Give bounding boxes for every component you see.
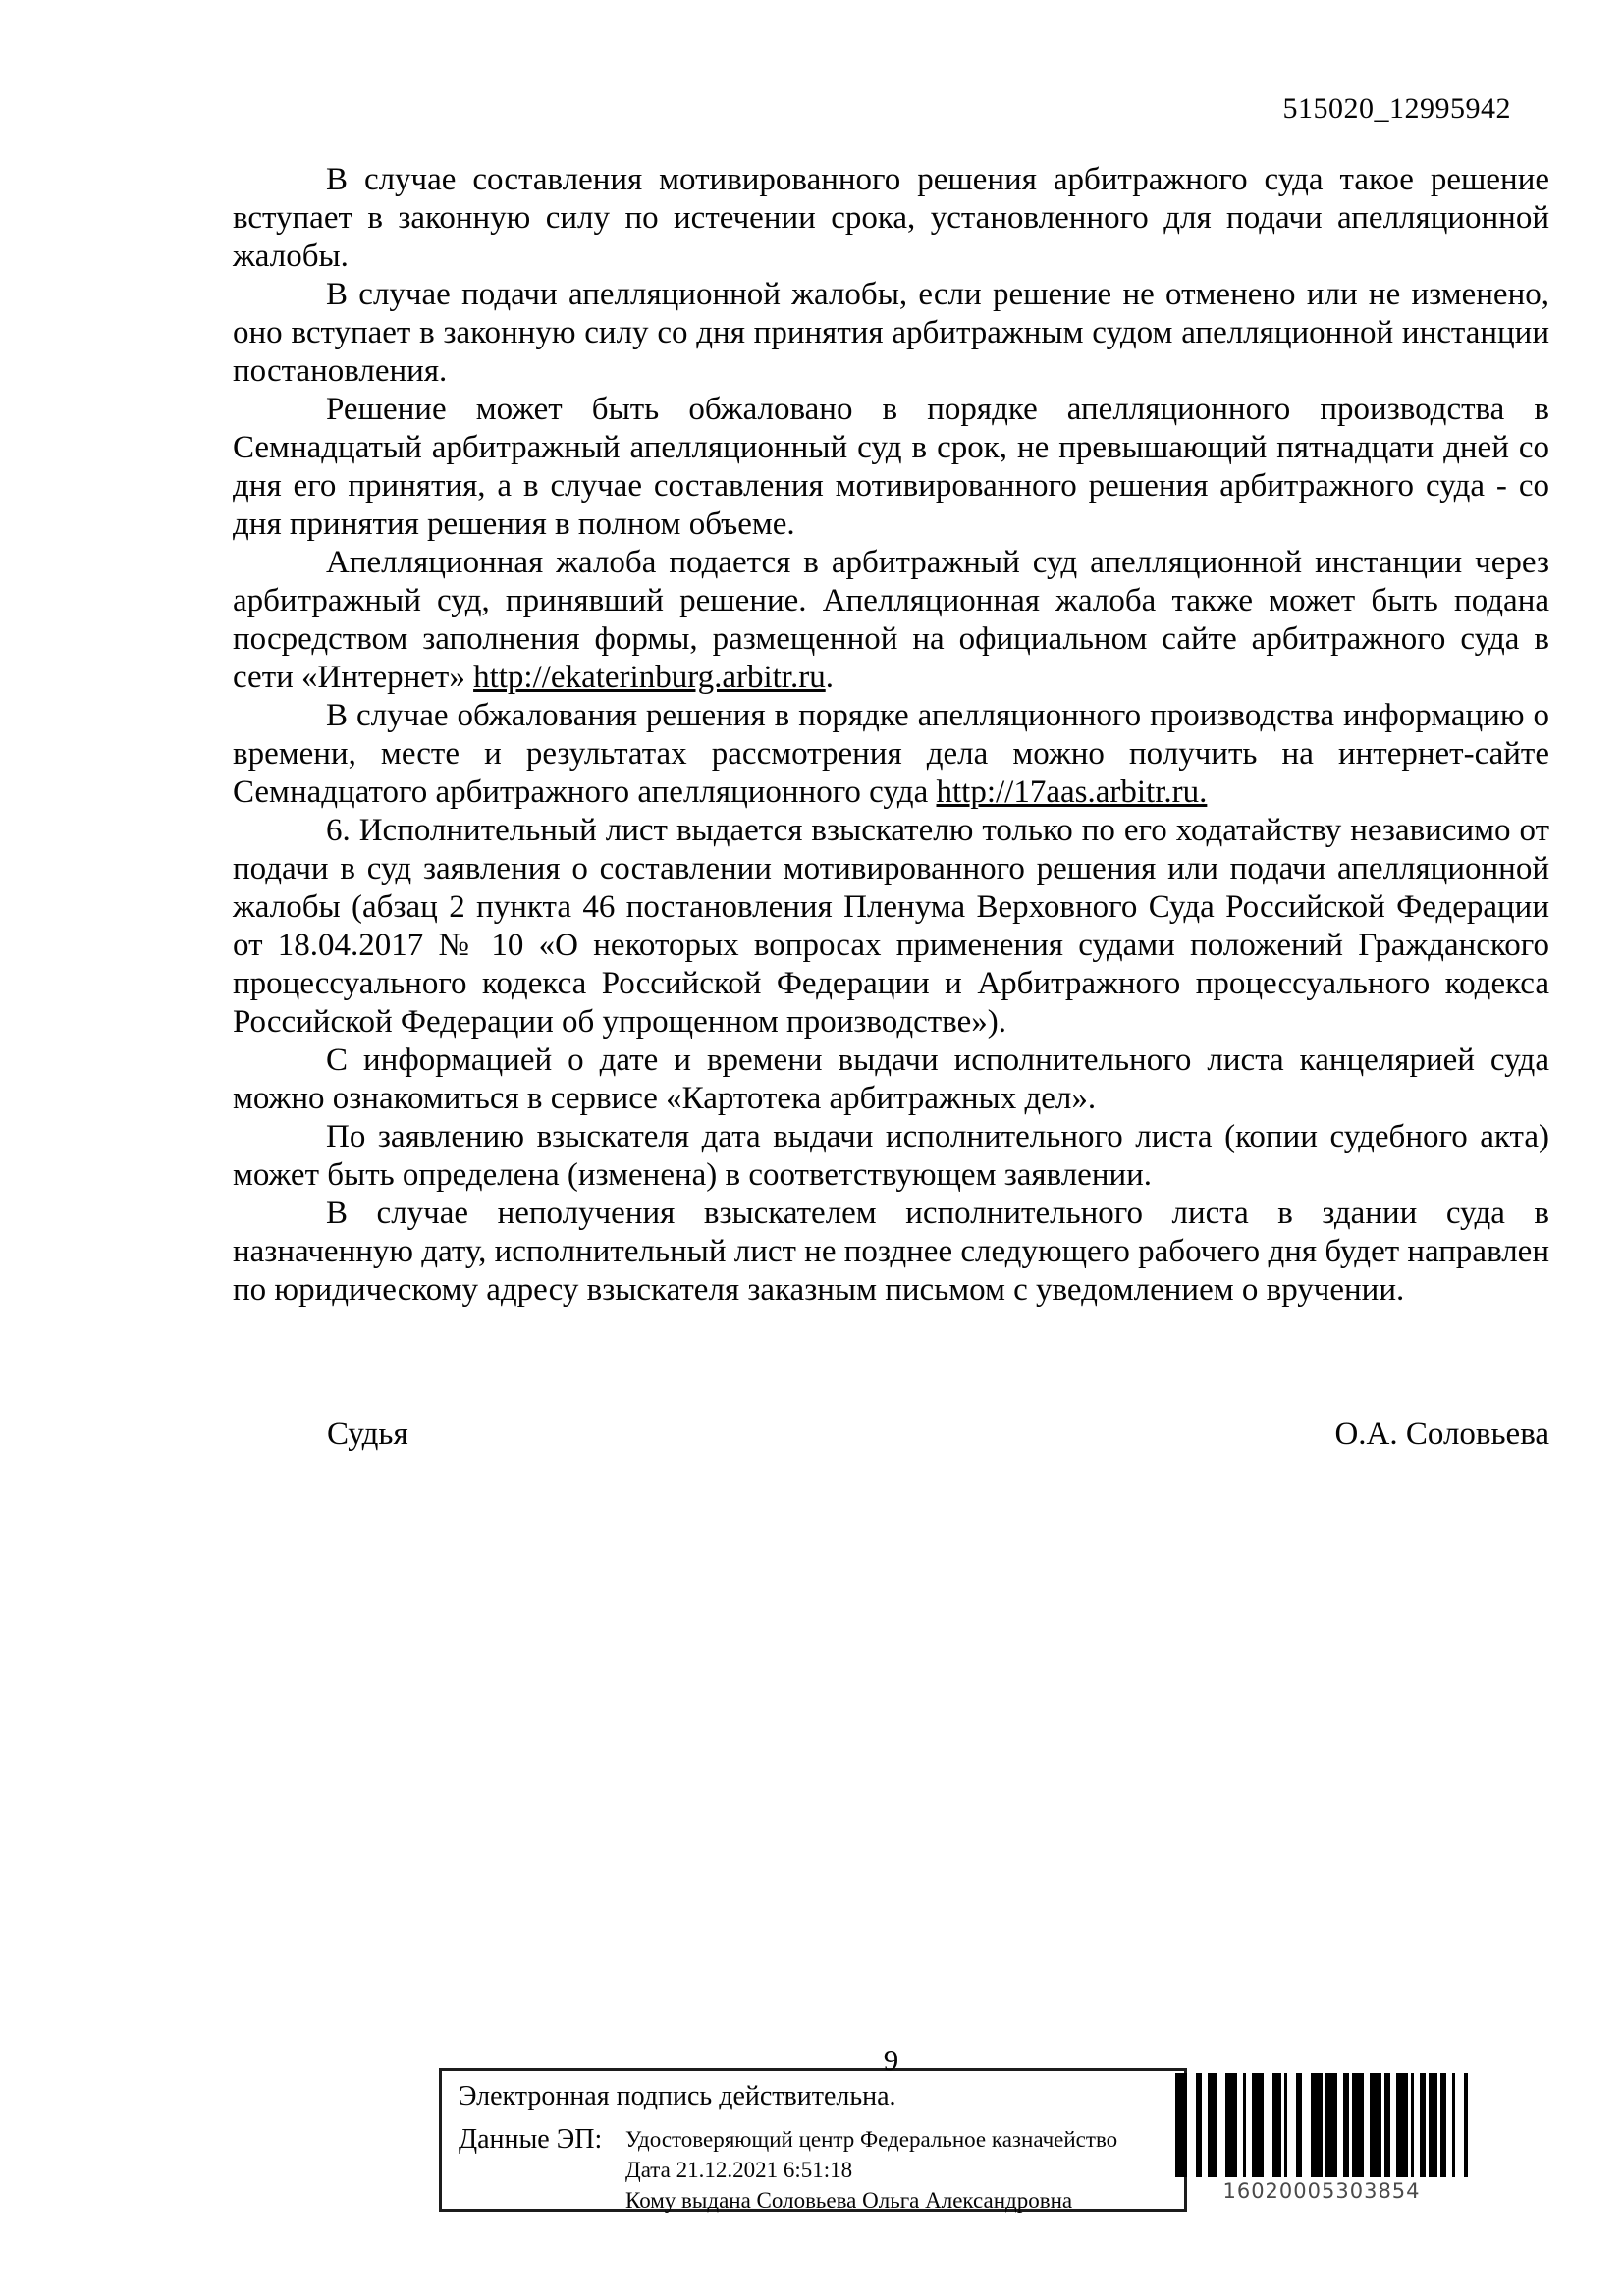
stamp-certifying-center: Удостоверяющий центр Федеральное казначейство [625, 2127, 1118, 2152]
barcode-number: 16020005303854 [1222, 2179, 1421, 2203]
stamp-issued-to: Кому выдана Соловьева Ольга Александровна [625, 2188, 1073, 2213]
paragraph [233, 1195, 1549, 1309]
paragraph [233, 391, 1549, 544]
paragraph [233, 161, 1549, 276]
paragraph [233, 697, 1549, 812]
paragraph [233, 276, 1549, 391]
doc-number: 515020_12995942 [1282, 92, 1511, 125]
paragraph [233, 1118, 1549, 1195]
paragraph [233, 1041, 1549, 1118]
electronic-signature-stamp [439, 2068, 1187, 2212]
paragraph-text: 6. Исполнительный лист выдается взыскателю только по его ходатайству независимо от подачи в суд заявления о составлении мотивированного решения или подачи апелляционной жалобы (абзац 2 пункта 46 постановления Пленума Верховного Суда Российской Федерации от 18.04.2017 № 10 «О некоторых вопросах применения судами положений Гражданского процессуального кодекса Российской Федерации и Арбитражного процессуального кодекса Российской Федерации об упрощенном производстве»). [233, 813, 1549, 1040]
stamp-valid-text: Электронная подпись действительна. [459, 2081, 896, 2111]
paragraph-text: В случае подачи апелляционной жалобы, если решение не отменено или не изменено, оно вступает в законную силу со дня принятия арбитражным судом апелляционной инстанции постановления. [233, 277, 1549, 389]
paragraph-text: Решение может быть обжаловано в порядке апелляционного производства в Семнадцатый арбитражный апелляционный суд в срок, не превышающий пятнадцати дней со дня его принятия, а в случае составления мотивированного решения арбитражного суда - со дня принятия решения в полном объеме. [233, 392, 1549, 542]
paragraph [233, 812, 1549, 1041]
paragraph [233, 544, 1549, 697]
stamp-label: Данные ЭП: [459, 2124, 603, 2155]
judge-name: О.А. Соловьева [1334, 1416, 1549, 1452]
signature-row [233, 1416, 1549, 1453]
body-text [233, 161, 1549, 1309]
paragraph-text: С информацией о дате и времени выдачи исполнительного листа канцелярией суда можно ознакомиться в сервисе «Картотека арбитражных дел». [233, 1042, 1549, 1116]
stamp-values [625, 2124, 1117, 2216]
paragraph-text: В случае неполучения взыскателем исполнительного листа в здании суда в назначенную дату, исполнительный лист не позднее следующего рабочего дня будет направлен по юридическому адресу взыскателя заказным письмом с уведомлением о вручении. [233, 1196, 1549, 1308]
paragraph-text: В случае обжалования решения в порядке апелляционного производства информацию о времени, месте и результатах рассмотрения дела можно получить на интернет-сайте Семнадцатого арбитражного апелляционного суда [233, 698, 1549, 810]
page-number: 9 [883, 2043, 899, 2077]
barcode-bars-image [1175, 2073, 1468, 2177]
stamp-details-row [459, 2124, 1184, 2216]
paragraph-text: По заявлению взыскателя дата выдачи исполнительного листа (копии судебного акта) может быть определена (изменена) в соответствующем заявлении. [233, 1119, 1549, 1193]
paragraph-text: Апелляционная жалоба подается в арбитражный суд апелляционной инстанции через арбитражный суд, принявший решение. Апелляционная жалоба также может быть подана посредством заполнения формы, размещенной на официальном сайте арбитражного суда в сети «Интернет» [233, 545, 1549, 695]
judge-label: Судья [327, 1416, 408, 1452]
link-ekaterinburg-arbitr[interactable]: http://ekaterinburg.arbitr.ru [473, 660, 826, 695]
paragraph-text: . [825, 660, 834, 695]
barcode [1175, 2073, 1470, 2203]
paragraph-text: В случае составления мотивированного решения арбитражного суда такое решение вступает в законную силу по истечении срока, установленного для подачи апелляционной жалобы. [233, 162, 1549, 274]
stamp-date: Дата 21.12.2021 6:51:18 [625, 2158, 853, 2182]
link-17aas-arbitr[interactable]: http://17aas.arbitr.ru. [936, 774, 1208, 810]
